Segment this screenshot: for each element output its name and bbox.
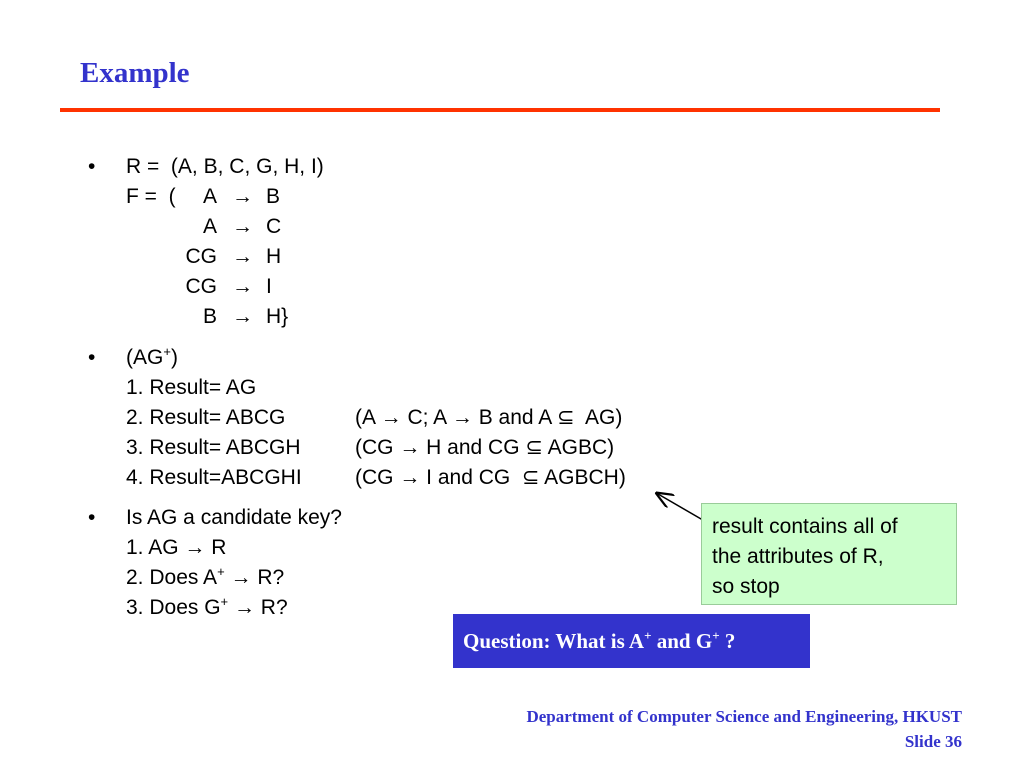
fd-arrow: →	[232, 215, 253, 238]
closure-step-reason: (CG → I and CG ⊆ AGBCH)	[355, 466, 626, 489]
fd-lhs: CG	[185, 275, 217, 298]
fd-rhs: B	[266, 185, 281, 208]
callout-line: the attributes of R,	[712, 545, 884, 568]
fd-rhs: C	[266, 215, 282, 238]
fd-set-prefix: F = (	[126, 185, 182, 208]
bullet-marker: •	[88, 506, 96, 529]
fd-lhs: B	[202, 305, 217, 328]
closure-step-reason: (CG → H and CG ⊆ AGBC)	[355, 436, 615, 459]
closure-step: 1. Result= AG	[126, 376, 257, 399]
footer-department: Department of Computer Science and Engineering, HKUST	[526, 707, 962, 726]
fd-arrow: →	[232, 245, 253, 268]
bullet-marker: •	[88, 346, 96, 369]
closure-step-reason: (A → C; A → B and A ⊆ AG)	[355, 406, 623, 429]
candidate-key-step: 1. AG → R	[126, 536, 227, 559]
closure-step: 2. Result= ABCG	[126, 406, 286, 429]
result-callout	[701, 503, 957, 605]
callout-line: so stop	[712, 575, 780, 598]
bullet-marker: •	[88, 155, 96, 178]
fd-rhs: H}	[266, 305, 289, 328]
fd-lhs: CG	[185, 245, 217, 268]
fd-lhs: A	[202, 185, 217, 208]
fd-rhs: H	[266, 245, 282, 268]
fd-arrow: →	[232, 275, 253, 298]
fd-arrow: →	[232, 305, 253, 328]
callout-line: result contains all of	[712, 515, 898, 538]
closure-heading: (AG+)	[126, 344, 178, 369]
slide-number: Slide 36	[904, 732, 962, 751]
slide-title: Example	[80, 57, 190, 89]
fd-arrow: →	[232, 185, 253, 208]
relation-definition: R = (A, B, C, G, H, I)	[126, 155, 324, 178]
candidate-key-question: Is AG a candidate key?	[126, 506, 342, 529]
fd-rhs: I	[266, 275, 272, 298]
question-box: Question: What is A+ and G+ ?	[453, 614, 810, 668]
candidate-key-step: 2. Does A+ → R?	[126, 564, 285, 589]
closure-step: 3. Result= ABCGH	[126, 436, 301, 459]
fd-lhs: A	[202, 215, 217, 238]
candidate-key-step: 3. Does G+ → R?	[126, 594, 288, 619]
closure-step: 4. Result=ABCGHI	[126, 466, 302, 489]
